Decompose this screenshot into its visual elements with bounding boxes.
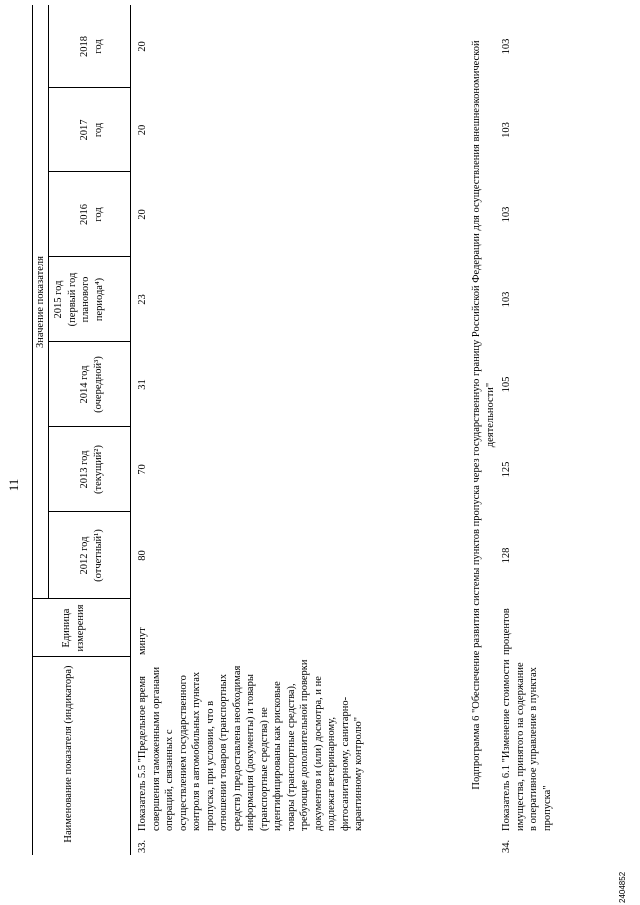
row-34-2017: 103 bbox=[501, 122, 512, 138]
header-year-2014: 2014 год (очередной³) bbox=[79, 356, 104, 413]
row-33-unit: минут bbox=[137, 627, 148, 655]
row-33-number: 33. bbox=[137, 839, 148, 853]
row-33-2017: 20 bbox=[137, 124, 148, 136]
row-33-name: Показатель 5.5 "Предельное время совершения таможенными органами операций, связанных с осуществлением государственного контроля в автомобильных пунктах пропуска, при условии, что в отношении товаров (транспортных средств) предоставлена необходимая информация (документы) и товары (транспортные средства) не идентифицированы как рисковые товары (транспортные средства), требующие дополнительной проверки документов и (или) досмотра, и не подлежат ветеринарному, фитосанитарному, санитарно-карантинному контролю" bbox=[137, 659, 364, 831]
header-year-2012: 2012 год (отчетный¹) bbox=[79, 529, 104, 582]
table-top-rule bbox=[32, 5, 33, 855]
row-33-2018: 20 bbox=[137, 41, 148, 52]
col-divider-unit bbox=[32, 656, 130, 657]
row-34-2015: 103 bbox=[501, 291, 512, 308]
row-33-2015: 23 bbox=[137, 294, 148, 305]
header-year-2013: 2013 год (текущий²) bbox=[79, 445, 104, 494]
row-33-2014: 31 bbox=[137, 379, 148, 390]
row-34-2012: 128 bbox=[501, 547, 512, 564]
header-year-2017: 2017 год bbox=[79, 119, 104, 141]
row-33-2013: 70 bbox=[137, 464, 148, 475]
row-33-2012: 80 bbox=[137, 550, 148, 561]
row-34-2016: 103 bbox=[501, 206, 512, 223]
subprogram-title: Подпрограмма 6 "Обеспечение развития системы пунктов пропуска через государственную границу Российской Федерации для осуществления внешнеэкономической деятельности" bbox=[471, 40, 496, 790]
group-header-rule bbox=[48, 5, 49, 599]
header-year-2016: 2016 год bbox=[79, 204, 104, 225]
header-name: Наименование показателя (индикатора) bbox=[63, 665, 74, 843]
row-34-2014: 105 bbox=[501, 376, 512, 393]
footer-document-code: 2404852 bbox=[618, 871, 627, 903]
header-group-title: Значение показателя bbox=[35, 256, 46, 348]
page-number: 11 bbox=[6, 478, 21, 492]
row-34-number: 34. bbox=[501, 839, 512, 853]
row-34-unit: процентов bbox=[501, 608, 512, 655]
header-year-2015: 2015 год (первый год планового периода⁴) bbox=[53, 272, 105, 327]
row-34-name: Показатель 6.1 "Изменение стоимости имущества, принятого на содержание в оперативное управление в пунктах пропуска" bbox=[501, 659, 553, 831]
row-34-2013: 125 bbox=[501, 461, 512, 478]
header-bottom-rule bbox=[130, 5, 131, 855]
row-33-2016: 20 bbox=[137, 209, 148, 220]
header-unit: Единица измерения bbox=[61, 604, 86, 652]
row-34-2018: 103 bbox=[501, 38, 512, 55]
header-year-2018: 2018 год bbox=[79, 36, 104, 57]
